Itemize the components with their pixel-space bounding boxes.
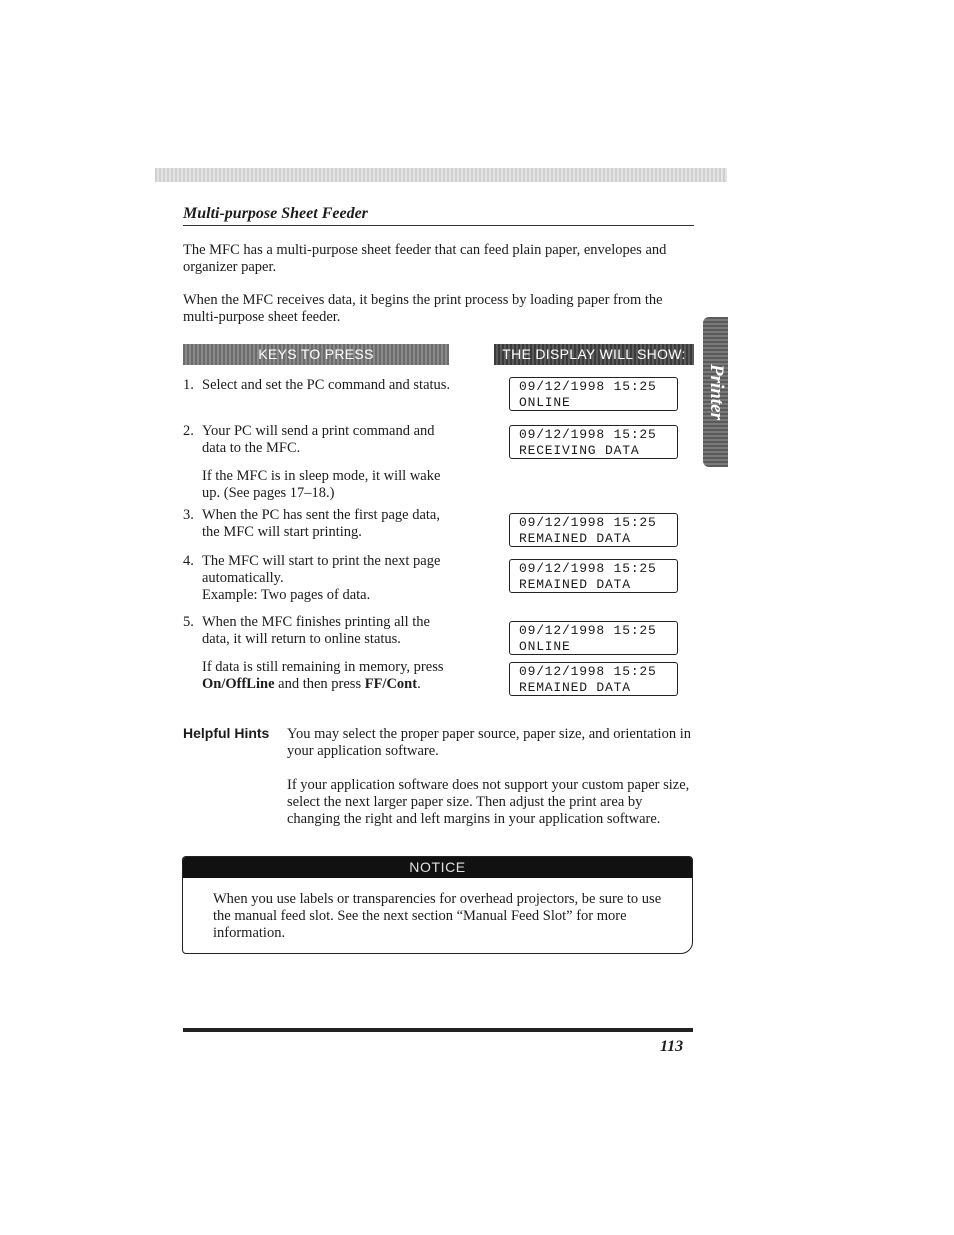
step-number: 1. xyxy=(183,377,194,393)
lcd-line-1: 09/12/1998 15:25 xyxy=(519,623,657,638)
lcd-display-4 xyxy=(509,559,678,593)
step-text: When the MFC finishes printing all the data, it will return to online status. xyxy=(202,614,430,647)
note-text: . xyxy=(417,676,421,692)
notice-text: When you use labels or transparencies for overhead projectors, be sure to use the manual feed slot. See the next section “Manual Feed Slot” for more information. xyxy=(213,891,662,941)
lcd-display-5 xyxy=(509,621,678,655)
step-text: The MFC will start to print the next page automatically. xyxy=(202,553,441,586)
lcd-display-2 xyxy=(509,425,678,459)
hint-paragraph-2: If your application software does not support your custom paper size, select the next larger paper size. Then adjust the print area by changing the right and left margins in your application software. xyxy=(287,777,690,827)
note-text: and then press xyxy=(274,676,365,692)
lcd-line-2: ONLINE xyxy=(519,395,571,410)
step-4 xyxy=(183,553,453,604)
title-rule xyxy=(183,225,694,226)
lcd-line-2: REMAINED DATA xyxy=(519,531,631,546)
step-1 xyxy=(183,377,453,394)
step-number: 4. xyxy=(183,553,194,569)
lcd-display-1 xyxy=(509,377,678,411)
lcd-display-3 xyxy=(509,513,678,547)
lcd-line-2: RECEIVING DATA xyxy=(519,443,640,458)
step-note xyxy=(202,659,453,693)
step-5 xyxy=(183,614,453,693)
lcd-line-1: 09/12/1998 15:25 xyxy=(519,664,657,679)
step-number: 2. xyxy=(183,423,194,439)
hint-paragraph-1: You may select the proper paper source, paper size, and orientation in your application software. xyxy=(287,726,691,759)
footer-rule xyxy=(183,1028,693,1032)
lcd-line-2: REMAINED DATA xyxy=(519,680,631,695)
step-text: Your PC will send a print command and data to the MFC. xyxy=(202,423,435,456)
step-number: 3. xyxy=(183,507,194,523)
section-title: Multi-purpose Sheet Feeder xyxy=(183,205,368,222)
intro-paragraph-2: When the MFC receives data, it begins the print process by loading paper from the multi-purpose sheet feeder. xyxy=(183,292,663,325)
keys-to-press-header: KEYS TO PRESS xyxy=(183,344,449,365)
lcd-line-1: 09/12/1998 15:25 xyxy=(519,561,657,576)
step-3 xyxy=(183,507,453,541)
printer-side-tab xyxy=(703,317,728,467)
ff-cont-key: FF/Cont xyxy=(364,676,418,692)
step-2 xyxy=(183,423,453,502)
lcd-line-1: 09/12/1998 15:25 xyxy=(519,427,657,442)
lcd-line-1: 09/12/1998 15:25 xyxy=(519,379,657,394)
note-text: If data is still remaining in memory, press xyxy=(202,659,444,675)
on-offline-key: On/OffLine xyxy=(202,676,275,692)
page-number: 113 xyxy=(660,1038,684,1055)
notice-title: NOTICE xyxy=(183,857,692,878)
step-text: When the PC has sent the first page data, the MFC will start printing. xyxy=(202,507,440,540)
display-will-show-header: THE DISPLAY WILL SHOW: xyxy=(494,344,694,365)
lcd-line-2: REMAINED DATA xyxy=(519,577,631,592)
top-decorative-band xyxy=(155,168,727,182)
step-text: Select and set the PC command and status. xyxy=(202,377,451,393)
lcd-line-2: ONLINE xyxy=(519,639,571,654)
notice-box xyxy=(182,856,693,954)
intro-paragraph-1: The MFC has a multi-purpose sheet feeder that can feed plain paper, envelopes and organizer paper. xyxy=(183,242,667,275)
helpful-hints-label: Helpful Hints xyxy=(183,725,270,741)
side-tab-label: Printer xyxy=(705,364,727,420)
step-note: Example: Two pages of data. xyxy=(202,587,371,603)
step-number: 5. xyxy=(183,614,194,630)
lcd-line-1: 09/12/1998 15:25 xyxy=(519,515,657,530)
lcd-display-6 xyxy=(509,662,678,696)
step-note: If the MFC is in sleep mode, it will wake up. (See pages 17–18.) xyxy=(202,468,441,501)
